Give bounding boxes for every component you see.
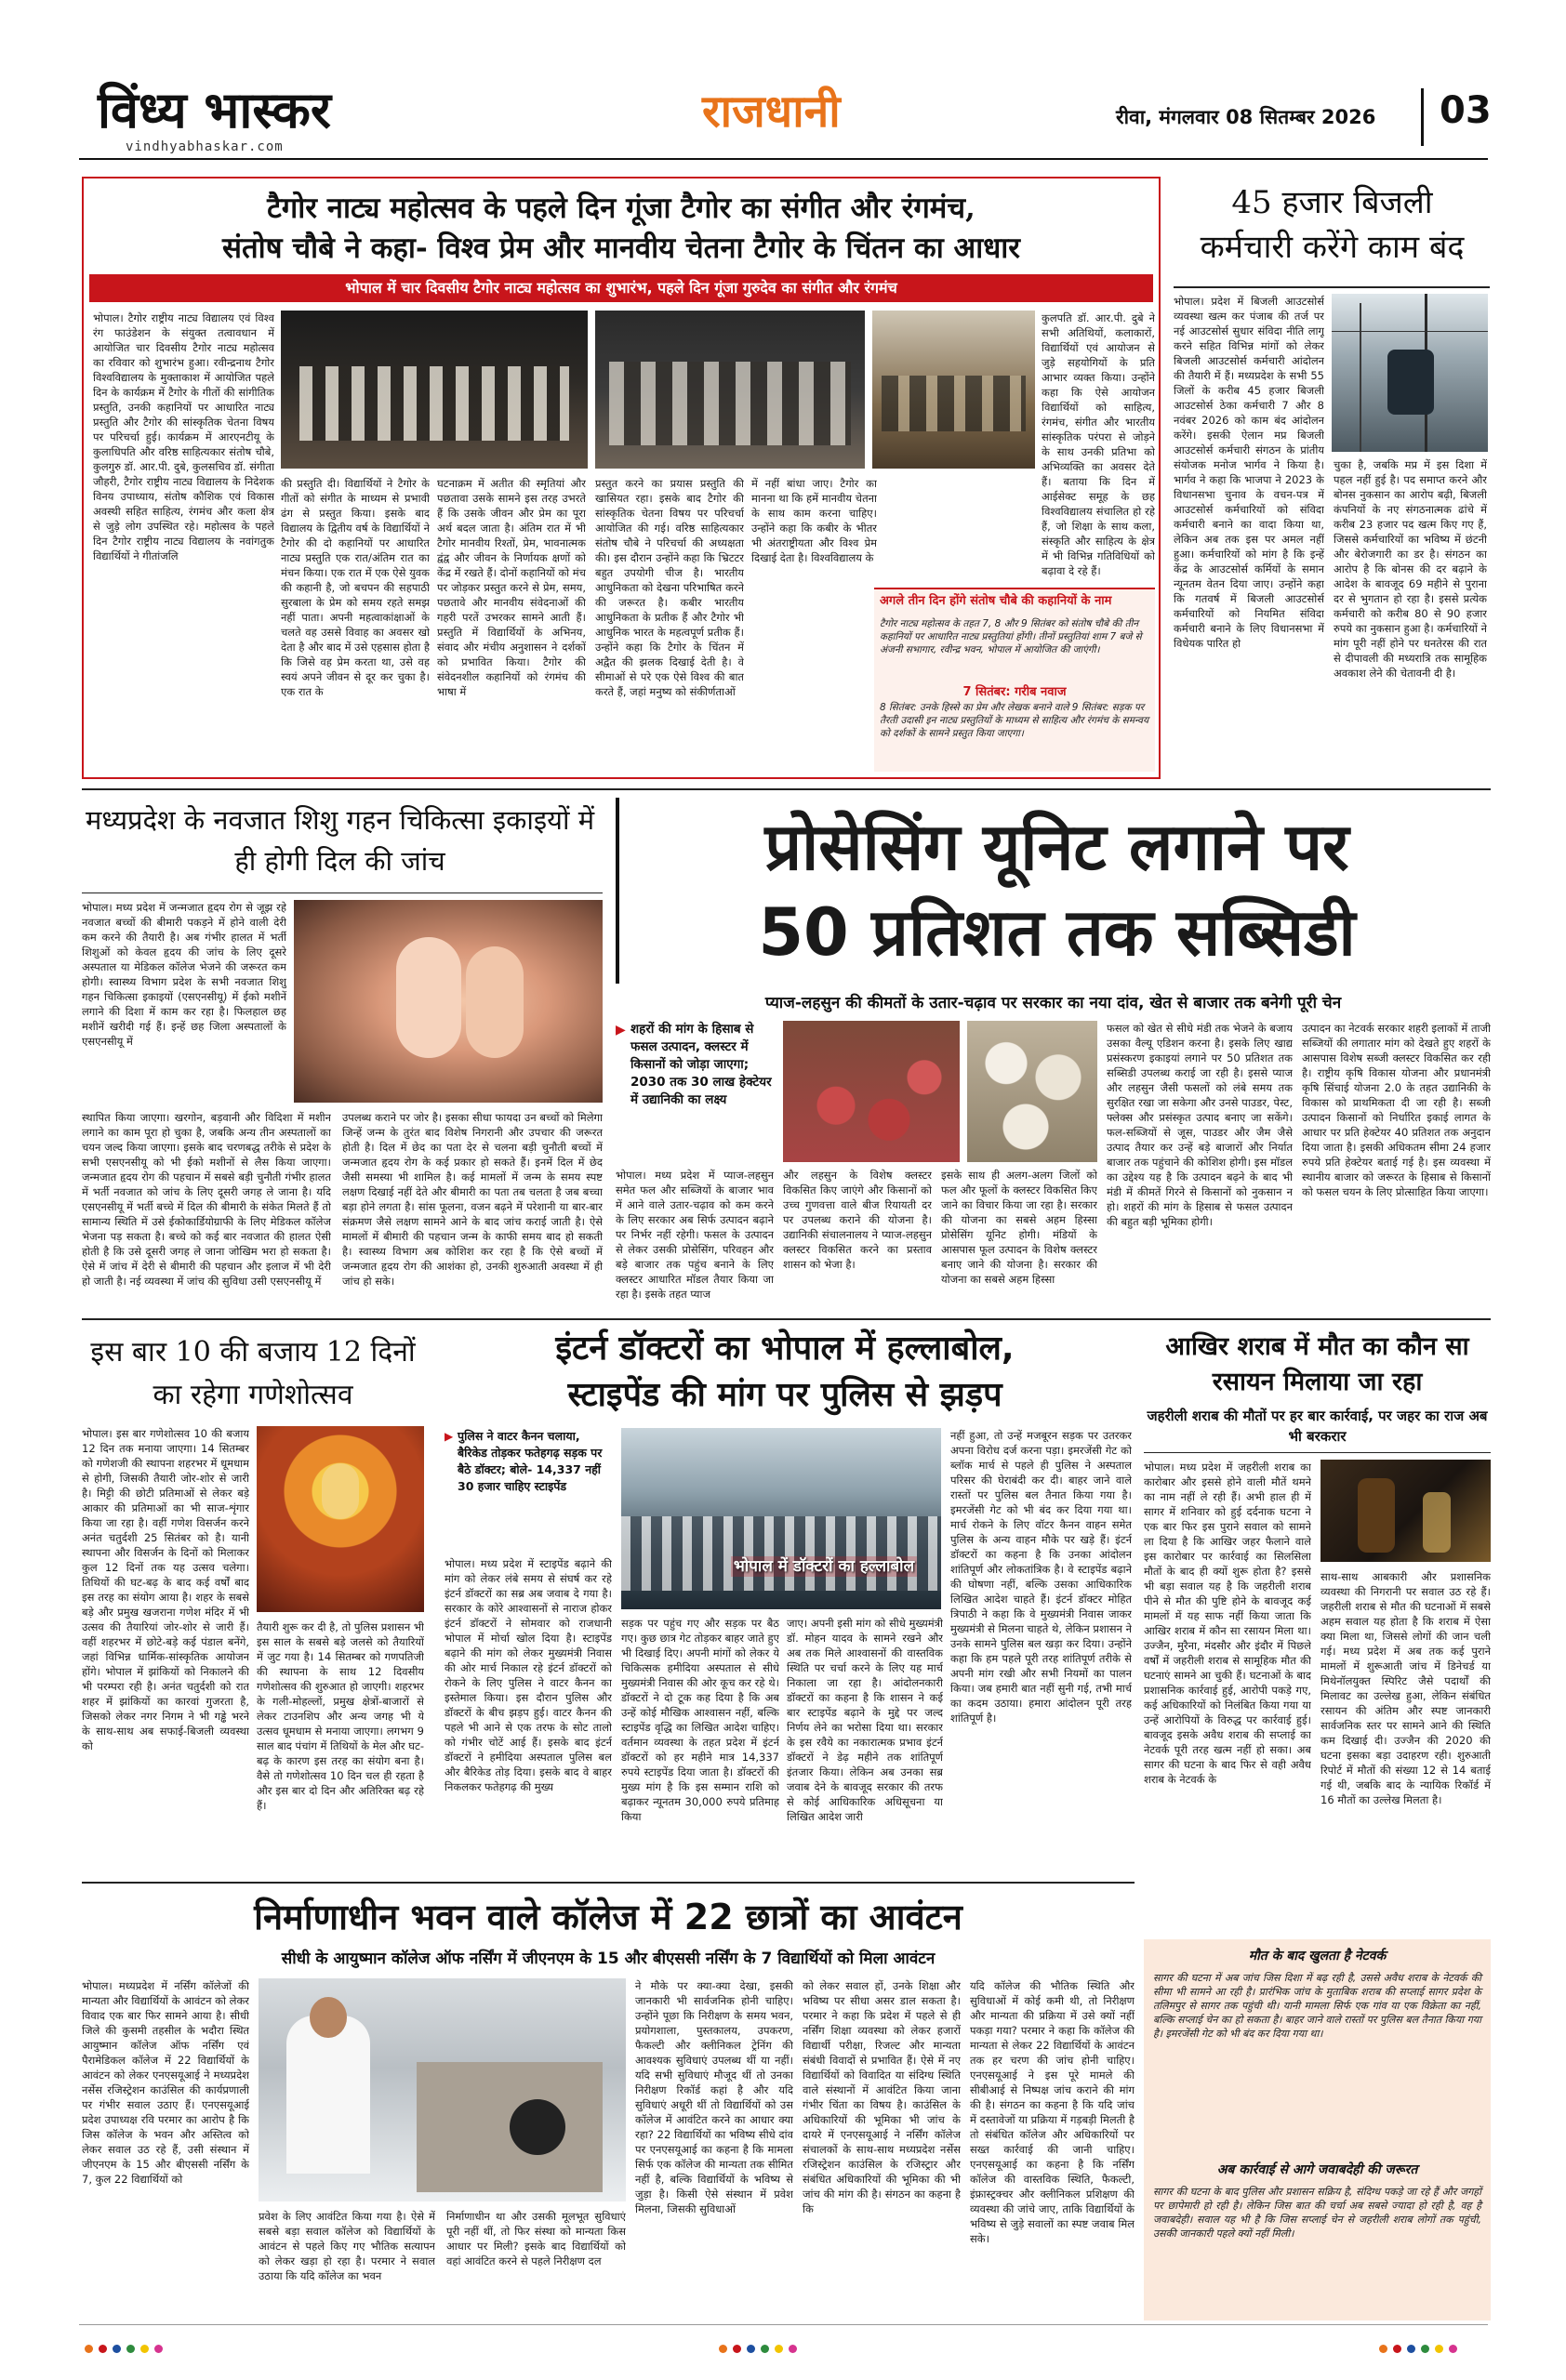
next-day-text: टैगोर नाट्य महोत्सव के तहत 7, 8 और 9 सितंबर को संतोष चौबे की तीन कहानियों पर आधारित नाट्य प्रस्तुतियां होंगी। तीनों प्रस्तुतियां शाम 7 बजे से अंजनी सभागार, रवीन्द्र भवन, भोपाल में आयोजित की जाएंगी। bbox=[880, 618, 1142, 655]
paper-name: विंध्य भास्कर bbox=[98, 80, 331, 139]
footer-rule bbox=[79, 2324, 1488, 2325]
row1-rule bbox=[82, 788, 1491, 790]
newborn-col-top: भोपाल। मध्य प्रदेश में जन्मजात हृदय रोग से जूझ रहे नवजात बच्चों की बीमारी पकड़ने में होने वाली देरी कम करने की तैयारी है। अब गंभीर हालत में भर्ती शिशुओं को केवल हृदय की जांच के लिए दूसरे अस्पताल या मेडिकल कॉलेज भेजने की जरूरत कम होगी। स्वास्थ्य विभाग प्रदेश के सभी नवजात शिशु गहन चिकित्सा इकाइयों (एसएनसीयू) में ईको मशीनें लगाने की दिशा में काम कर रहा है। फिलहाल छह मशीनें खरीदी गई हैं। इन्हें छह जिला अस्पतालों के एसएनसीयू में bbox=[82, 901, 286, 1048]
electricity-workers-photo bbox=[1332, 294, 1488, 452]
college-story bbox=[82, 1889, 1135, 2317]
sept7-title: 7 सितंबर: गरीब नवाज bbox=[962, 685, 1067, 699]
tagore-headline-1: टैगोर नाट्य महोत्सव के पहले दिन गूंजा टैगोर का संगीत और रंगमंच, bbox=[267, 192, 975, 225]
subsidy-headline-box bbox=[616, 798, 1491, 984]
liquor-col-1: भोपाल। मध्य प्रदेश में जहरीली शराब का कारोबार और इससे होने वाली मौतें थमने का नाम नहीं ले रही हैं। अभी हाल ही में सागर में शनिवार को हुई दर्दनाक घटना ने एक बार फिर इस पुराने सवाल को सामने ला दिया है कि आखिर जहर फैलाने वाले इस कारोबार पर कार्रवाई का सिलसिला मौतों के बाद ही क्यों शुरू होता है? इससे भी बड़ा सवाल यह है कि जहरीली शराब पीने से मौत की पुष्टि होने के बावजूद कई मामलों में यह साफ नहीं किया जाता कि आखिर शराब में कौन सा रसायन मिला था। उज्जैन, मुरैना, मंदसौर और इंदौर में पिछले वर्षों में जहरीली शराब से सामूहिक मौत की घटनाएं सामने आ चुकी हैं। घटनाओं के बाद प्रशासनिक कार्रवाई हुई, आरोपी पकड़े गए, कई अधिकारियों को निलंबित किया गया या उन्हें आरोपियों के विरुद्ध पर कार्रवाई हुई। बावजूद इसके अवैध शराब की सप्लाई का नेटवर्क पूरी तरह खत्म नहीं हो सका। अब सागर की घटना के बाद फिर से वही अवैध शराब के नेटवर्क के bbox=[1144, 1461, 1311, 1786]
liquor-strap: जहरीली शराब की मौतों पर हर बार कार्रवाई, पर जहर का राज अब भी बरकरार bbox=[1147, 1408, 1488, 1445]
newborn-col-1: स्थापित किया जाएगा। खरगोन, बड़वानी और विदिशा में मशीन लगाने का काम पूरा हो चुका है, जबकि अन्य तीन अस्पतालों का चयन जल्द किया जाएगा। इसके बाद चरणबद्ध तरीके से प्रदेश के सभी एसएनसीयू को भी ईको मशीनों से लैस किया जाएगा। जन्मजात हृदय रोग की पहचान में सबसे बड़ी चुनौती गंभीर हालत में भर्ती नवजात को जांच के लिए दूसरी जगह ले जाना है। यदि एसएनसीयू में भर्ती बच्चे में दिल की बीमारी के संकेत मिलते हैं तो सामान्य स्थिति में उसे ईकोकार्डियोग्राफी के लिए मेडिकल कॉलेज भेजना पड़ सकता है। बच्चे को कई बार नवजात की हालत ऐसी होती है कि उसे दूसरी जगह ले जाना जोखिम भरा हो सकता है। ऐसे में जांच में देरी से बीमारी की पहचान और इलाज में भी देरी हो जाती है। नई व्यवस्था में जांच की सुविधा उसी एसएनसीयू में bbox=[82, 1111, 331, 1288]
liquor-box1-title: मौत के बाद खुलता है नेटवर्क bbox=[1248, 1949, 1387, 1964]
page-number: 03 bbox=[1440, 89, 1492, 132]
newborn-rule bbox=[82, 892, 603, 893]
college-col-4: ने मौके पर क्या-क्या देखा, इसकी जानकारी भी सार्वजनिक होनी चाहिए। उन्होंने पूछा कि निरीक्षण के समय भवन, प्रयोगशाला, पुस्तकालय, उपकरण, फैकल्टी और क्लीनिकल ट्रेनिंग की आवश्यक सुविधाएं उपलब्ध थीं या नहीं। यदि सभी सुविधाएं मौजूद थीं तो उनका निरीक्षण रिकॉर्ड कहां है और यदि सुविधाएं अधूरी थीं तो विद्यार्थियों को उस कॉलेज में आवंटित करने का आधार क्या रहा? 22 विद्यार्थियों का भविष्य सीधे दांव पर एनएसयूआई का कहना है कि मामला सिर्फ एक कॉलेज की मान्यता तक सीमित नहीं है, बल्कि विद्यार्थियों के भविष्य से जुड़ा है। किसी ऐसे संस्थान में प्रवेश मिलना, जिसकी सुविधाओं bbox=[635, 1979, 793, 2215]
interns-col-2: सड़क पर पहुंच गए और सड़क पर बैठ गए। कुछ छात्र गेट तोड़कर बाहर जाते हुए भी दिखाई दिए। अपनी मांगों को लेकर ये चिकित्सक हमीदिया अस्पताल से सीधे मुख्यमंत्री निवास की ओर कूच कर रहे थे। डॉक्टरों ने दो टूक कह दिया है कि अब उन्हें कोई मौखिक आश्वासन नहीं, बल्कि स्टाइपेंड वृद्धि का लिखित आदेश चाहिए। वर्तमान व्यवस्था के तहत प्रदेश में इंटर्न डॉक्टरों को हर महीने मात्र 14,337 रुपये स्टाइपेंड दिया जाता है। डॉक्टरों की मुख्य मांग है कि इस सम्मान राशि को बढ़ाकर न्यूनतम 30,000 रुपये प्रतिमाह किया bbox=[621, 1617, 779, 1823]
interns-photo-caption: भोपाल में डॉक्टरों का हल्लाबोल bbox=[731, 1556, 917, 1577]
college-col-5: को लेकर सवाल हों, उनके शिक्षा और भविष्य पर सीधा असर डाल सकता है। परमार ने कहा कि प्रदेश में पहले से ही नर्सिंग शिक्षा व्यवस्था को लेकर हजारों विद्यार्थी परीक्षा, रिजल्ट और मान्यता संबंधी विवादों से प्रभावित हैं। ऐसे में नए विद्यार्थियों को विवादित या संदिग्ध स्थिति वाले संस्थानों में आवंटित किया जाना गंभीर चिंता का विषय है। काउंसिल के अधिकारियों की भूमिका भी जांच के दायरे में एनएसयूआई ने नर्सिंग कॉलेज संचालकों के साथ-साथ मध्यप्रदेश नर्सेस रजिस्ट्रेशन काउंसिल के रजिस्ट्रार और संबंधित अधिकारियों की भूमिका की भी जांच की मांग की है। संगठन का कहना है कि bbox=[803, 1979, 961, 2215]
liquor-headline: आखिर शराब में मौत का कौन सा रसायन मिलाया जा रहा bbox=[1165, 1332, 1469, 1396]
page-divider bbox=[1421, 88, 1424, 146]
footer-dots-right bbox=[1376, 2339, 1460, 2357]
ganesh-idol-photo bbox=[257, 1426, 424, 1612]
liquor-box1-text: सागर की घटना में अब जांच जिस दिशा में बढ़ रही है, उससे अवैध शराब के नेटवर्क की सीमा भी सामने आ रही है। प्रारंभिक जांच के मुताबिक शराब की सप्लाई सागर प्रदेश के तलिमपुर से सागर तक पहुंची थी। यानी मामला सिर्फ एक गांव या एक विक्रेता का नहीं, बल्कि सप्लाई चेन का हो सकता है। बाहर जाने वाले रास्तों पर पुलिस बल तैनात किया गया है। इमरजेंसी गेट को भी बंद कर दिया गया था। bbox=[1153, 1972, 1481, 2040]
subsidy-strap: प्याज-लहसुन की कीमतों के उतार-चढ़ाव पर सरकार का नया दांव, खेत से बाजार तक बनेगी पूरी चेन bbox=[764, 994, 1342, 1012]
interns-headline-2: स्टाइपेंड की मांग पर पुलिस से झड़प bbox=[567, 1376, 1002, 1414]
ganesh-story bbox=[82, 1326, 424, 1874]
interns-headline-1: इंटर्न डॉक्टरों का भोपाल में हल्लाबोल, bbox=[555, 1329, 1015, 1368]
college-strap: सीधी के आयुष्मान कॉलेज ऑफ नर्सिंग में जीएनएम के 15 और बीएससी नर्सिंग के 7 विद्यार्थियों को मिला आवंटन bbox=[281, 1950, 936, 1968]
college-headline: निर्माणाधीन भवन वाले कॉलेज में 22 छात्रों का आवंटन bbox=[254, 1897, 962, 1937]
next-day-box bbox=[874, 588, 1155, 772]
tagore-dignitaries-photo bbox=[595, 311, 865, 469]
interns-pullquote bbox=[445, 1428, 607, 1549]
subsidy-col-5: उत्पादन का नेटवर्क सरकार शहरी इलाकों में ताजी सब्जियों की लगातार मांग को देखते हुए शहरों के आसपास विशेष सब्जी क्लस्टर विकसित कर रही है। राष्ट्रीय कृषि विकास योजना और प्रधानमंत्री कृषि सिंचाई योजना 2.0 के तहत उद्यानिकी के विकास को प्राथमिकता दी जा रही है। सब्जी उत्पादन किसानों को निर्धारित इकाई लागत के आधार पर प्रति हेक्टेयर 40 प्रतिशत तक अनुदान दिया जाता है। इसकी अधिकतम सीमा 24 हजार रुपये प्रति हेक्टेयर बताई गई है। इस व्यवस्था में स्थानीय बाजार को जरूरत के हिसाब से किसानों को फसल चयन के लिए प्रोत्साहित किया जाएगा। bbox=[1302, 1022, 1491, 1198]
row3-rule bbox=[82, 1882, 1135, 1884]
pullquote-arrow-icon: ▶ bbox=[616, 1023, 626, 1038]
tagore-stage-photo bbox=[281, 311, 588, 469]
pullquote-arrow-icon: ▶ bbox=[445, 1430, 454, 1443]
tagore-story bbox=[82, 177, 1161, 779]
subsidy-pullquote-text: शहरों की मांग के हिसाब से फसल उत्पादन, क्लस्टर में किसानों को जोड़ा जाएगा; 2030 तक 30 लाख हेक्टेयर में उद्यानिकी का लक्ष्य bbox=[630, 1022, 772, 1107]
electricity-col-2: चुका है, जबकि मप्र में इस दिशा में पहल नहीं हुई है। पद समाप्त करने और बोनस नुकसान का आरोप बढ़ी, बिजली कंपनियों के नए संगठनात्मक ढांचे में करीब 23 हजार पद खत्म किए गए हैं, जिससे कर्मचारियों का भविष्य में छंटनी और बेरोजगारी का डर है। संगठन का आरोप है कि बोनस की दर बढ़ाने के आदेश के बावजूद 69 महीने से पुराना दर से भुगतान हो रहा है। इससे प्रत्येक कर्मचारी को करीब 80 से 90 हजार रुपये का नुकसान हुआ है। कर्मचारियों ने मांग पूरी नहीं होने पर धनतेरस की रात से दीपावली की मध्यरात्रि तक सामूहिक अवकाश लेने की चेतावनी दी है। bbox=[1334, 458, 1487, 680]
subsidy-col-3: इसके साथ ही अलग-अलग जिलों को फल और फूलों के क्लस्टर विकसित किए जाने का विचार किया जा रहा है। सरकार की योजना का सबसे अहम हिस्सा प्रोसेसिंग यूनिट होगी। मंडियों के आसपास फूल उत्पादन के विशेष क्लस्टर बनाए जाने की योजना है। सरकार की योजना का सबसे अहम हिस्सा bbox=[941, 1169, 1097, 1286]
interns-col-4: नहीं हुआ, तो उन्हें मजबूरन सड़क पर उतरकर अपना विरोध दर्ज करना पड़ा। इमरजेंसी गेट को ब्लॉक मार्च से पहले ही पुलिस ने अस्पताल परिसर की घेराबंदी कर दी। बाहर जाने वाले रास्तों पर पुलिस बल तैनात किया गया है। इमरजेंसी गेट को भी बंद कर दिया गया था। मार्च रोकने के लिए वॉटर कैनन वाहन समेत पुलिस के अन्य वाहन मौके पर खड़े हैं। इंटर्न डॉक्टरों का कहना है कि उनका आंदोलन शांतिपूर्ण और लोकतांत्रिक है। वे स्टाइपेंड बढ़ाने की घोषणा नहीं, बल्कि उसका आधिकारिक लिखित आदेश चाहते हैं। इंटर्न डॉक्टर मोहित त्रिपाठी ने कहा कि वे मुख्यमंत्री निवास जाकर मुख्यमंत्री से मिलना चाहते थे, लेकिन प्रशासन ने उनके सामने पुलिस बल खड़ा कर दिया। उन्होंने कहा कि हम पहले पूरी तरह शांतिपूर्ण तरीके से अपनी मांग रखी और सभी नियमों का पालन किया। जब हमारी बात नहीं सुनी गई, तभी मार्च का कदम उठाया। हमारा आंदोलन पूरी तरह शांतिपूर्ण है। bbox=[950, 1429, 1132, 1725]
footer-dots-left bbox=[82, 2339, 166, 2357]
college-col-2: प्रवेश के लिए आवंटित किया गया है। ऐसे में सबसे बड़ा सवाल कॉलेज को विद्यार्थियों के आवंटन से पहले किए गए भौतिक सत्यापन को लेकर खड़ा हो रहा है। परमार ने सवाल उठाया कि यदि कॉलेज का भवन bbox=[259, 2210, 435, 2282]
electricity-story bbox=[1174, 177, 1490, 779]
tagore-col-4: प्रस्तुत करने का प्रयास प्रस्तुति की खासियत रहा। इसके बाद टैगोर की सांस्कृतिक चेतना विषय पर परिचर्चा आयोजित की गई। वरिष्ठ साहित्यकार संतोष चौबे ने परिचर्चा की अध्यक्षता की। इस दौरान उन्होंने कहा कि भ्रिटटर बहुत उपयोगी चीज है। भारतीय आधुनिकता को देखना परिभाषित करने की जरूरत है। कबीर भारतीय आधुनिकता के प्रतीक हैं और टैगोर भी आधुनिक भारत के महत्वपूर्ण प्रतीक हैं। उन्होंने कहा कि टैगोर के चिंतन में अद्वैत की झलक दिखाई देती है। वे सीमाओं से परे एक ऐसे विश्व की बात करते हैं, जहां मनुष्य को संकीर्णताओं bbox=[595, 477, 744, 698]
liquor-box2-text: सागर की घटना के बाद पुलिस और प्रशासन सक्रिय है, संदिग्ध पकड़े जा रहे हैं और जगहों पर छापेमारी हो रही है। लेकिन जिस बात की चर्चा अब सबसे ज्यादा हो रही है, वह है जवाबदेही। सवाल यह भी है कि जिस सप्लाई चेन से जहरीली शराब लोगों तक पहुंची, उसकी जानकारी पहले क्यों नहीं मिली। bbox=[1153, 2186, 1481, 2240]
row2-rule bbox=[82, 1318, 1491, 1320]
interns-pullquote-text: पुलिस ने वाटर कैनन चलाया, बैरिकेड तोड़कर फतेहगढ़ सड़क पर बैठे डॉक्टर; बोले- 14,337 नहीं 30 हजार चाहिए स्टाइपेंड bbox=[458, 1429, 603, 1493]
garlic-photo bbox=[967, 1021, 1097, 1162]
newborn-feet-photo bbox=[294, 900, 603, 1103]
tagore-strap: भोपाल में चार दिवसीय टैगोर नाट्य महोत्सव का शुभारंभ, पहले दिन गूंजा गुरुदेव का संगीत और रंगमंच bbox=[89, 274, 1153, 302]
tagore-col-5: में नहीं बांधा जाए। टैगोर का मानना था कि हमें मानवीय चेतना के साथ काम करना चाहिए। उन्होंने कहा कि कबीर के भीतर भी अंतराष्ट्रीयता और विश्व प्रेम दिखाई देता है। विश्वविद्यालय के bbox=[751, 477, 877, 564]
dateline: रीवा, मंगलवार 08 सितम्बर 2026 bbox=[1116, 106, 1376, 128]
liquor-story bbox=[1144, 1326, 1491, 2320]
masthead-rule bbox=[79, 158, 1488, 160]
college-student-photo bbox=[259, 1978, 626, 2202]
sept7-text: 8 सितंबर: उनके हिस्से का प्रेम और लेखक बनाने वाले 9 सितंबर: सड़क पर तैरती उदासी इन नाट्य प्रस्तुतियों के माध्यम से साहित्य और रंगमंच के समन्वय को दर्शकों के सामने प्रस्तुत किया जाएगा। bbox=[880, 702, 1149, 739]
college-col-3: निर्माणाधीन था और उसकी मूलभूत सुविधाएं पूरी नहीं थीं, तो फिर संस्था को मान्यता किस आधार पर मिली? इसके बाद विद्यार्थियों को वहां आवंटित करने से पहले निरीक्षण दल bbox=[446, 2210, 626, 2268]
subsidy-col-4: फसल को खेत से सीधे मंडी तक भेजने के बजाय उसका वैल्यू एडिशन करना है। इसके लिए खाद्य प्रसंस्करण इकाइयां लगाने पर 50 प्रतिशत तक सब्सिडी उपलब्ध कराई जा रही है। इससे प्याज और लहसुन जैसी फसलों को लंबे समय तक सुरक्षित रखा जा सकेगा और उनसे पाउडर, पेस्ट, फ्लेक्स और प्रसंस्कृत उत्पाद बनाए जा सकेंगे। फल-सब्जियों से जूस, पाउडर और जैम जैसे उत्पाद तैयार कर उन्हें बड़े बाजारों और निर्यात बाजार तक पहुंचाने की कोशिश होगी। इस मॉडल का उद्देश्य यह है कि उत्पादन बढ़ने के बाद भी मंडी में कीमतें गिरने से किसानों को नुकसान न हो। शहरों की मांग के हिसाब से फसल उत्पादन की बहुत बड़ी भूमिका होगी। bbox=[1107, 1022, 1293, 1228]
tagore-panel-photo bbox=[872, 311, 1035, 469]
liquor-rule bbox=[1144, 1452, 1491, 1453]
subsidy-pullquote bbox=[616, 1021, 778, 1160]
subsidy-headline-2: 50 प्रतिशत तक सब्सिडी bbox=[758, 894, 1356, 971]
interns-protest-photo bbox=[621, 1428, 941, 1609]
tagore-headline-2: संतोष चौबे ने कहा- विश्व प्रेम और मानवीय चेतना टैगोर के चिंतन का आधार bbox=[222, 231, 1020, 265]
electricity-headline: 45 हजार बिजली कर्मचारी करेंगे काम बंद bbox=[1200, 184, 1465, 266]
electricity-col-1: भोपाल। प्रदेश में बिजली आउटसोर्स व्यवस्था खत्म कर पंजाब की तर्ज पर नई आउटसोर्स सुधार संविदा नीति लागू करने सहित विभिन्न मांगों को लेकर बिजली आउटसोर्स कर्मचारी आंदोलन की तैयारी में हैं। मध्यप्रदेश के सभी 55 जिलों के करीब 45 हजार बिजली आउटसोर्स ठेका कर्मचारी 7 और 8 नवंबर 2026 को काम बंद आंदोलन करेंगे। इसकी ऐलान मप्र बिजली आउटसोर्स कर्मचारी संगठन के प्रांतीय संयोजक मनोज भार्गव ने किया है। भार्गव ने कहा कि भाजपा ने 2023 के विधानसभा चुनाव के वचन-पत्र में आउटसोर्स कर्मचारियों को संविदा कर्मचारी बनाने का वादा किया था, लेकिन अब तक इस पर अमल नहीं हुआ। कर्मचारियों को मांग है कि इन्हें केंद्र के आउटसोर्स कर्मियों के समान न्यूनतम वेतन दिया जाए। उन्होंने कहा कि गतवर्ष में बिजली आउटसोर्स कर्मचारियों को नियमित संविदा कर्मचारी बनाने के लिए विधानसभा में विधेयक पारित हो bbox=[1174, 295, 1324, 650]
college-col-6: यदि कॉलेज की भौतिक स्थिति और सुविधाओं में कोई कमी थी, तो निरीक्षण और मान्यता की प्रक्रिया में उसे क्यों नहीं पकड़ा गया? परमार ने कहा कि कॉलेज की मान्यता से लेकर 22 विद्यार्थियों के आवंटन तक हर चरण की जांच होनी चाहिए। एनएसयूआई ने इस पूरे मामले की सीबीआई से निष्पक्ष जांच कराने की मांग की है। संगठन का कहना है कि यदि जांच में दस्तावेजों या प्रक्रिया में गड़बड़ी मिलती है तो संबंधित कॉलेज और अधिकारियों पर सख्त कार्रवाई की जानी चाहिए। एनएसयूआई का कहना है कि नर्सिंग कॉलेज की वास्तविक स्थिति, फैकल्टी, इंफ्रास्ट्रक्चर और क्लीनिकल प्रशिक्षण की व्यवस्था की जांचे जाए, ताकि विद्यार्थियों के भविष्य से जुड़े सवालों का स्पष्ट जवाब मिल सके। bbox=[970, 1979, 1135, 2245]
onion-photo bbox=[783, 1021, 960, 1162]
liquor-box bbox=[1144, 1939, 1491, 2320]
subsidy-col-1: भोपाल। मध्य प्रदेश में प्याज-लहसुन समेत फल और सब्जियों के बाजार भाव में आने वाले उतार-चढ़ाव को कम करने के लिए सरकार अब सिर्फ उत्पादन बढ़ाने पर निर्भर नहीं रहेगी। फसल के उत्पादन से लेकर उसकी प्रोसेसिंग, परिवहन और बड़े बाजार तक पहुंच बनाने के लिए क्लस्टर आधारित मॉडल तैयार किया जा रहा है। इसके तहत प्याज bbox=[616, 1169, 774, 1301]
tagore-col-3: घटनाक्रम में अतीत की स्मृतियां और पछतावा उसके सामने इस तरह उभरते हैं कि उसके जीवन और प्रेम का पूरा अर्थ बदल जाता है। अंतिम रात में भी टैगोर मानवीय रिश्तों, प्रेम, भावनात्मक द्वंद्व और जीवन के निर्णायक क्षणों को केंद्र में रखते हैं। दोनों कहानियों को मंच पर जोड़कर प्रस्तुत करने से प्रेम, समय, पछतावे और मानवीय संवेदनाओं की गहरी परतें उभरकर सामने आती हैं। प्रस्तुति में विद्यार्थियों के अभिनय, संवाद और मंचीय अनुशासन ने दर्शकों को प्रभावित किया। टैगोर की संवेदनशील कहानियों को रंगमंच की भाषा में bbox=[437, 477, 586, 698]
ganesh-headline: इस बार 10 की बजाय 12 दिनों का रहेगा गणेशोत्सव bbox=[90, 1336, 416, 1411]
newborn-col-2: उपलब्ध कराने पर जोर है। इसका सीधा फायदा उन बच्चों को मिलेगा जिन्हें जन्म के तुरंत बाद विशेष निगरानी और उपचार की जरूरत होती है। दिल में छेद का पता देर से चलना बड़ी चुनौती बच्चों में जन्मजात हृदय रोग के कई प्रकार हो सकते हैं। इनमें दिल में छेद जैसी समस्या भी शामिल है। कई मामलों में जन्म के समय स्पष्ट लक्षण दिखाई नहीं देते और बीमारी का पता तब चलता है जब बच्चा बड़ा होने लगता है। सांस फूलना, वजन बढ़ने में परेशानी या बार-बार संक्रमण जैसे लक्षण सामने आने के बाद जांच कराई जाती है। ऐसे मामलों में बीमारी की पहचान जन्म के काफी समय बाद हो सकती है। स्वास्थ्य विभाग अब कोशिश कर रहा है कि ऐसे बच्चों में जन्मजात हृदय रोग की आशंका हो, उनकी शुरुआती अवस्था में ही जांच हो सके। bbox=[342, 1111, 603, 1288]
newborn-story bbox=[82, 798, 603, 1311]
liquor-col-2: साथ-साथ आबकारी और प्रशासनिक व्यवस्था की निगरानी पर सवाल उठ रहे हैं। जहरीली शराब से मौत की घटनाओं में सबसे अहम सवाल यह होता है कि शराब में ऐसा क्या मिला था, जिससे लोगों की जान चली गई। मध्य प्रदेश में अब तक कई पुराने मामलों में शुरूआती जांच में डिनेचर्ड या मिथेनॉलयुक्त स्पिरिट जैसे पदार्थों की मिलावट का उल्लेख हुआ, लेकिन संबंधित रसायन की अंतिम और स्पष्ट जानकारी सार्वजनिक स्तर पर सामने आने की स्थिति कम दिखाई दी। उज्जैन की 2020 की घटना इसका बड़ा उदाहरण रही। शुरुआती रिपोर्ट में मौतों की संख्या 12 से 14 बताई गई थी, जबकि बाद के न्यायिक रिकॉर्ड में 16 मौतों का उल्लेख मिलता है। bbox=[1320, 1570, 1491, 1806]
subsidy-headline-1: प्रोसेसिंग यूनिट लगाने पर bbox=[764, 809, 1349, 885]
newborn-headline: मध्यप्रदेश के नवजात शिशु गहन चिकित्सा इकाइयों में ही होगी दिल की जांच bbox=[85, 804, 595, 877]
college-col-1: भोपाल। मध्यप्रदेश में नर्सिंग कॉलेजों की मान्यता और विद्यार्थियों के आवंटन को लेकर विवाद एक बार फिर सामने आया है। सीधी जिले की कुसमी तहसील के भदौरा स्थित आयुष्मान कॉलेज ऑफ नर्सिंग एवं पैरामेडिकल कॉलेज में 22 विद्यार्थियों के आवंटन को लेकर एनएसयूआई ने मध्यप्रदेश नर्सेस रजिस्ट्रेशन काउंसिल की कार्यप्रणाली पर गंभीर सवाल उठाए हैं। एनएसयूआई प्रदेश उपाध्यक्ष रवि परमार का आरोप है कि जिस कॉलेज के भवन और अस्तित्व को लेकर सवाल उठ रहे हैं, उसी संस्थान में जीएनएम के 15 और बीएससी नर्सिंग के 7, कुल 22 विद्यार्थियों को bbox=[82, 1979, 249, 2186]
interns-col-3: जाए। अपनी इसी मांग को सीधे मुख्यमंत्री डॉ. मोहन यादव के सामने रखने और अब तक मिले आश्वासनों की वास्तविक स्थिति पर चर्चा करने के लिए यह मार्च निकाला जा रहा है। आंदोलनकारी डॉक्टरों का कहना है कि शासन ने कई बार स्टाइपेंड बढ़ाने के मुद्दे पर जल्द निर्णय लेने का भरोसा दिया था। सरकार के इस रवैये का नकारात्मक प्रभाव इंटर्न डॉक्टरों ने डेढ़ महीने तक शांतिपूर्ण इंतजार किया। लेकिन अब उनका सब्र जवाब देने के बावजूद सरकार की तरफ से कोई आधिकारिक अधिसूचना या लिखित आदेश जारी bbox=[787, 1617, 943, 1823]
liquor-photo bbox=[1320, 1460, 1491, 1562]
tagore-col-1: भोपाल। टैगोर राष्ट्रीय नाट्य विद्यालय एवं विश्व रंग फाउंडेशन के संयुक्त तत्वावधान में आयोजित चार दिवसीय टैगोर नाट्य महोत्सव का रविवार को शुभारंभ हुआ। रवीन्द्रनाथ टैगोर विश्वविद्यालय के मुक्ताकाश में आयोजित पहले दिन के कार्यक्रम में टैगोर के गीतों की सांगीतिक प्रस्तुति, उनकी कहानियों पर आधारित नाट्य प्रस्तुति और टैगोर की सांस्कृतिक चेतना विषय पर परिचर्चा हुई। कार्यक्रम में आरएनटीयू के कुलाधिपति और वरिष्ठ साहित्यकार संतोष चौबे, कुलगुरु डॉ. आर.पी. दुबे, कुलसचिव डॉ. संगीता जौहरी, टैगोर राष्ट्रीय नाट्य विद्यालय के निदेशक विनय उपाध्याय, संतोष कौशिक एवं विकास अवस्थी सहित साहित्य, रंगमंच और कला क्षेत्र से जुड़े लोग उपस्थित रहे। महोत्सव के पहले दिन टैगोर राष्ट्रीय नाट्य विद्यालय के नवांगतुक विद्यार्थियों ने गीतांजलि bbox=[93, 311, 274, 562]
masthead bbox=[0, 0, 1566, 163]
next-day-title: अगले तीन दिन होंगे संतोष चौबे की कहानियों के नाम bbox=[880, 594, 1112, 608]
liquor-box2-title: अब कार्रवाई से आगे जवाबदेही की जरूरत bbox=[1216, 2162, 1418, 2177]
paper-website: vindhyabhaskar.com bbox=[126, 139, 284, 154]
tagore-col-2: की प्रस्तुति दी। विद्यार्थियों ने टैगोर के गीतों को संगीत के माध्यम से प्रभावी ढंग से प्रस्तुत किया। इसके बाद विद्यालय के द्वितीय वर्ष के विद्यार्थियों ने टैगोर की दो कहानियों पर आधारित नाट्य प्रस्तुति एक रात/अंतिम रात का मंचन किया। एक रात में एक ऐसे युवक की कहानी है, जो बचपन की सहपाठी सुरबाला के प्रेम को समय रहते समझ नहीं पाता। अपनी महत्वाकांक्षाओं के चलते वह उससे विवाह का अवसर खो देता है और बाद में उसे एहसास होता है कि जिसे वह प्रेम करता था, उसे वह स्वयं अपने जीवन से दूर कर चुका है। एक रात के bbox=[281, 477, 430, 698]
electricity-rule bbox=[1174, 286, 1490, 288]
footer-dots-center bbox=[716, 2339, 800, 2357]
ganesh-col-2: तैयारी शुरू कर दी है, तो पुलिस प्रशासन भी इस साल के सबसे बड़े जलसे को तैयारियों में जुट गया है। 14 सितम्बर को गणपतिजी की स्थापना के साथ 12 दिवसीय गणेशोत्सव की शुरुआत हो जाएगी। शहरभर के गली-मोहल्लों, प्रमुख क्षेत्रों-बाजारों से लेकर टाउनशिप और अन्य जगह भी ये उत्सव धूमधाम से मनाया जाएगा। लगभग 9 साल बाद पंचांग में तिथियों के मेल और घट-बढ़ के कारण इस तरह का संयोग बना है। वैसे तो गणेशोत्सव 10 दिन चल ही रहता है और इस बार दो दिन और अतिरिक्त बढ़ रहे हैं। bbox=[257, 1620, 424, 1812]
ganesh-col-1: भोपाल। इस बार गणेशोत्सव 10 की बजाय 12 दिन तक मनाया जाएगा। 14 सितम्बर को गणेशजी की स्थापना शहरभर में धूमधाम से होगी, जिसकी तैयारी जोर-शोर से जारी है। मिट्टी की छोटी प्रतिमाओं से लेकर बड़े आकार की प्रतिमाओं का भी साज-शृंगार किया जा रहा है। वहीं गणेश विसर्जन करने अनंत चतुर्दशी 25 सितंबर को है। यानी स्थापना और विसर्जन के दिनों को मिलाकर कुल 12 दिनों तक यह उत्सव चलेगा। तिथियों की घट-बढ़ के बाद कई वर्षों बाद इस तरह का संयोग आया है। शहर के सबसे बड़े और प्रमुख खजराना गणेश मंदिर में भी उत्सव की तैयारियां जोर-शोर से जारी हैं। वहीं शहरभर में छोटे-बड़े कई पंडाल बनेंगे, जहां विभिन्न धार्मिक-सांस्कृतिक आयोजन होंगे। भोपाल में झांकियों को निकालने की भी परम्परा रही है। अनंत चतुर्दशी को रात शहर में झांकियों का कारवां गुजरता है, जिसको लेकर नगर निगम ने भी गड्ढे भरने के साथ-साथ अब सफाई-बिजली व्यवस्था को bbox=[82, 1427, 249, 1752]
section-name: राजधानी bbox=[702, 86, 841, 138]
interns-col-1: भोपाल। मध्य प्रदेश में स्टाइपेंड बढ़ाने की मांग को लेकर लंबे समय से संघर्ष कर रहे इंटर्न डॉक्टरों का सब्र अब जवाब दे गया है। सरकार के कोरे आश्वासनों से नाराज होकर इंटर्न डॉक्टरों ने सोमवार को राजधानी भोपाल में मोर्चा खोल दिया है। स्टाइपेंड बढ़ाने की मांग को लेकर मुख्यमंत्री निवास की ओर मार्च निकाल रहे इंटर्न डॉक्टरों को रोकने के लिए पुलिस ने वाटर कैनन का इस्तेमाल किया। इस दौरान पुलिस और डॉक्टरों के बीच झड़प हुई। वाटर कैनन की पहले भी आने से एक तरफ के सोट तालो को गंभीर चोटें आई हैं। इसके बाद इंटर्न डॉक्टरों ने हमीदिया अस्पताल पुलिस बल और बैरिकेड तोड़ दिया। इसके बाद वे बाहर निकलकर फतेहगढ़ की मुख्य bbox=[445, 1557, 612, 1793]
subsidy-story bbox=[616, 798, 1491, 1311]
subsidy-col-2: और लहसुन के विशेष क्लस्टर विकसित किए जाएंगे और किसानों को उच्च गुणवत्ता वाले बीज रियायती दर पर उपलब्ध कराने की योजना है। उद्यानिकी संचालनालय ने प्याज-लहसुन क्लस्टर विकसित करने का प्रस्ताव शासन को भेजा है। bbox=[783, 1169, 932, 1271]
interns-story bbox=[435, 1326, 1135, 1874]
tagore-col-6: कुलपति डॉ. आर.पी. दुबे ने सभी अतिथियों, कलाकारों, विद्यार्थियों एवं आयोजन से जुड़े सहयोगियों के प्रति आभार व्यक्त किया। उन्होंने कहा कि ऐसे आयोजन विद्यार्थियों को साहित्य, रंगमंच, संगीत और भारतीय सांस्कृतिक परंपरा से जोड़ने के साथ उनकी प्रतिभा को अभिव्यक्ति का अवसर देते हैं। बताया कि दिन में आईसेक्ट समूह के छह विश्वविद्यालय संचालित हो रहे हैं, जो शिक्षा के साथ कला, संस्कृति और साहित्य के क्षेत्र में भी विभिन्न गतिविधियों को बढ़ावा दे रहे हैं। bbox=[1042, 311, 1155, 577]
